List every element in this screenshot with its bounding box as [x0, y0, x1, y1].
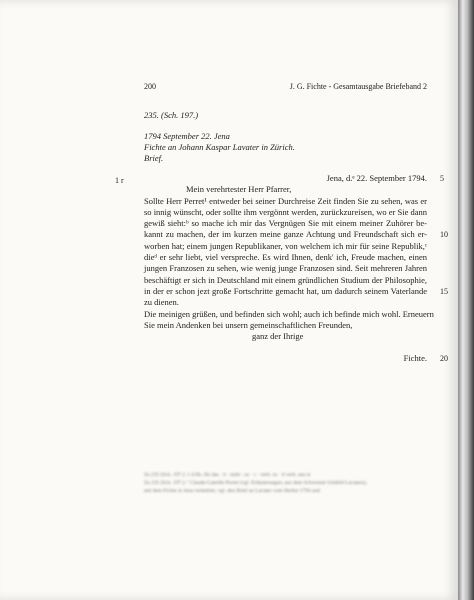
- text-line: Die meinigen grüßen, und befinden sich wohl; auch ich befinde mich wohl. Erneuern: [144, 308, 434, 319]
- footnote-line: Za 235 (Sch. 197.): 1 d.Hs. für das · b ⸱ sieht : so · c ⸱ verb. so · d verb. aus ie: [144, 472, 311, 478]
- signature-line: [144, 353, 448, 364]
- running-title: J. G. Fichte - Gesamtausgabe Briefeband 2: [289, 82, 427, 91]
- letter-recipient: Fichte an Johann Kaspar Lavater in Zürich.: [144, 142, 295, 152]
- line-number: 20: [440, 354, 448, 364]
- letter-date: 1794 September 22. Jena: [144, 131, 230, 141]
- text-line: Sie mein Andenken bei unsern gemeinschaftlichen Freunden,: [144, 319, 353, 330]
- line-number: 10: [440, 230, 448, 240]
- page-number: 200: [144, 82, 156, 91]
- text-line: zu dienen.: [144, 297, 179, 308]
- footnote-line: mit dem Fichte in Jena verkehrte; vgl. den Brief an Lavater vom Herbst 1794 und: [144, 488, 320, 494]
- text-line: beschäftigt er sich in Deutschland mit einem gründlichen Studium der Philosophie,: [144, 274, 427, 285]
- salutation: Mein verehrtester Herr Pfarrer,: [186, 184, 292, 195]
- folio-marker: 1 r: [115, 176, 124, 185]
- line-number: 5: [440, 174, 444, 183]
- footnote-line: Za 235 (Sch. 197.): ¹ Claude-Camille Perret (vgl. Erläuterungen; aus dem Schweizer Umfeld Lavaters),: [144, 480, 368, 486]
- text-line: gewiß sieht:ᵇ so mache ich mir das Vergnügen Sie mit einem meiner Zuhörer be-: [144, 218, 427, 229]
- text-line: Sollte Herr Perret¹ entweder bei seiner Durchreise Zeit finden Sie zu sehen, was er: [144, 195, 427, 206]
- text-line: worben hat; einem jungen Republikaner, von welchem ich mir für seine Republik,ᶜ: [144, 240, 427, 251]
- text-line: jungen Franzosen zu sehen, wie wenig junge Franzosen sind. Seit mehreren Jahren: [144, 263, 427, 274]
- text-line-with-number: [144, 285, 448, 297]
- place-date: Jena, d.ᵉ 22. September 1794.: [326, 173, 427, 183]
- line-number: 15: [440, 286, 448, 296]
- critical-apparatus: [144, 471, 424, 495]
- page-stack-edge: [458, 0, 474, 600]
- place-date-line: [144, 173, 444, 184]
- closing-formula: ganz der Ihrige: [252, 331, 304, 342]
- text-line: in der er schon jezt große Fortschritte gemacht hat, um dadurch seinem Vaterlande: [144, 285, 427, 296]
- letter-metadata: [144, 131, 295, 164]
- letter-body: [144, 173, 448, 365]
- text-line: kannt zu machen, der im kurzen meine ganze Achtung und Freundschaft sich er-: [144, 229, 427, 240]
- text-line-with-number: [144, 229, 448, 240]
- text-line: so innig wünscht, oder sollte ihm vergönnt werden, zurückzureisen, wo er Sie dann: [144, 206, 427, 217]
- letter-number: 235. (Sch. 197.): [144, 110, 199, 120]
- text-line: dieᵈ er sehr liebt, viel verspreche. Es wird Ihnen, denk' ich, Freude machen, einen: [144, 252, 427, 263]
- signature: Fichte.: [403, 353, 427, 364]
- letter-type: Brief.: [144, 153, 164, 163]
